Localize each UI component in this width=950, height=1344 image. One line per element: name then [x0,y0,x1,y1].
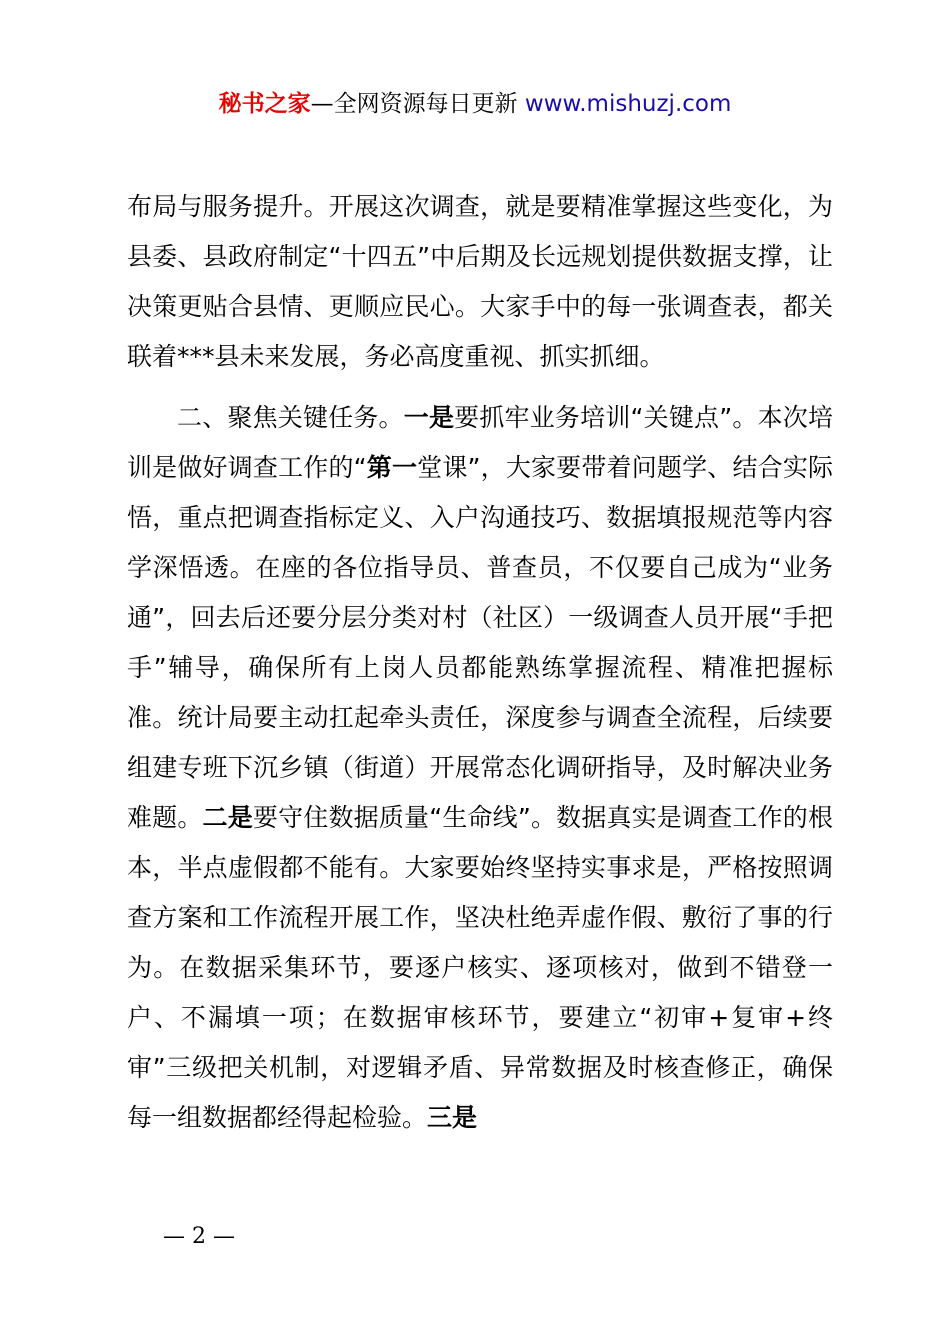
header-brand: 秘书之家 [218,91,311,117]
paragraph-text: 二、聚焦关键任务。 [177,403,404,432]
paragraph-key-tasks [127,393,833,1143]
header-tagline: —全网资源每日更新 [310,91,525,117]
bold-ordinal-three: 三是 [427,1103,478,1132]
bold-ordinal-one: 一是 [403,403,455,432]
document-body [127,182,833,1143]
page-number: — 2 — [163,1224,235,1249]
paragraph-continuation: 布局与服务提升。开展这次调查，就是要精准掌握这些变化，为县委、县政府制定“十四五”中后期及长远规划提供数据支撑，让决策更贴合县情、更顺应民心。大家手中的每一张调查表，都关联着***县未来发展，务必高度重视、抓实抓细。 [127,192,833,371]
paragraph-text: 要守住数据质量“生命线”。数据真实是调查工作的根本，半点虚假都不能有。大家要始终坚持实事求是，严格按照调查方案和工作流程开展工作，坚决杜绝弄虚作假、敷衍了事的行为。在数据采集环节，要逐户核实、逐项核对，做到不错登一户、不漏填一项；在数据审核环节，要建立“初审+复审+终审”三级把关机制，对逻辑矛盾、异常数据及时核查修正，确保每一组数据都经得起检验。 [127,803,833,1132]
bold-ordinal-two: 二是 [202,803,253,832]
paragraph-text: 堂课”，大家要带着问题学、结合实际悟，重点把调查指标定义、入户沟通技巧、数据填报规范等内容学深悟透。在座的各位指导员、普查员，不仅要自己成为“业务通”，回去后还要分层分类对村（社区）一级调查人员开展“手把手”辅导，确保所有上岗人员都能熟练掌握流程、精准把握标准。统计局要主动扛起牵头责任，深度参与调查全流程，后续要组建专班下沉乡镇（街道）开展常态化调研指导，及时解决业务难题。 [127,453,833,832]
page-header [0,86,950,122]
paragraph-text: 要抓牢业务培训“关键点”。本次培训是做好调查工作的“ [127,403,833,482]
header-url-link[interactable]: www.mishuzj.com [524,91,732,117]
bold-first-lesson: 第一 [366,453,418,482]
